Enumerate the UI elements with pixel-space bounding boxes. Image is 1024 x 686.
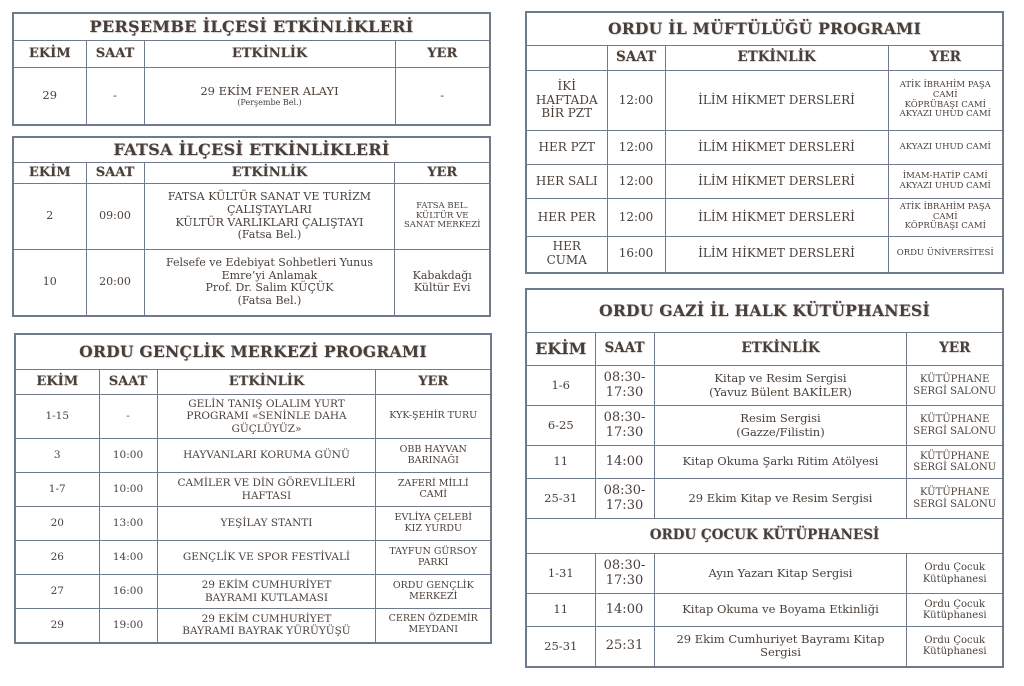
cell-saat bbox=[595, 554, 654, 594]
cell-ekim-line: 6-25 bbox=[547, 417, 574, 432]
table-row bbox=[15, 439, 491, 473]
cell-gun bbox=[526, 71, 607, 131]
cell-ekim bbox=[526, 627, 595, 667]
column-header-etkinlik: ETKİNLİK bbox=[157, 370, 376, 395]
cell-ekim bbox=[15, 395, 99, 439]
cell-saat-line: 19:00 bbox=[112, 619, 144, 632]
cell-ekim: 29 bbox=[13, 68, 86, 126]
cell-saat bbox=[607, 237, 665, 273]
cell-ekim-line: 27 bbox=[50, 585, 64, 598]
cell-ekim-line: 25-31 bbox=[544, 638, 578, 653]
table-row bbox=[15, 541, 491, 575]
cell-ekim bbox=[15, 575, 99, 609]
cell-etkinlik-line: İLİM HİKMET DERSLERİ bbox=[698, 139, 855, 154]
column-header-ekim: EKİM bbox=[15, 370, 99, 395]
cell-ekim bbox=[13, 250, 86, 316]
cell-yer-line: KÜLTÜR VE bbox=[416, 210, 469, 221]
cell-gun-line: HER PER bbox=[537, 209, 596, 224]
cell-saat bbox=[595, 446, 654, 479]
cell-gun bbox=[526, 199, 607, 237]
cell-yer-line: MERKEZİ bbox=[409, 590, 458, 602]
cell-etkinlik bbox=[665, 71, 888, 131]
cell-etkinlik-line: BAYRAMI KUTLAMASI bbox=[204, 591, 329, 604]
cell-yer-line: SERGİ SALONU bbox=[913, 425, 997, 437]
cell-ekim-line: 29 bbox=[50, 619, 64, 632]
cell-etkinlik-line: GENÇLİK VE SPOR FESTİVALİ bbox=[182, 551, 351, 564]
persembe-events-table bbox=[12, 12, 491, 126]
table-row bbox=[526, 627, 1003, 667]
fatsa-events-panel bbox=[12, 136, 491, 317]
cell-yer bbox=[907, 627, 1003, 667]
cell-saat bbox=[607, 199, 665, 237]
cell-gun-line: İKİ bbox=[557, 78, 576, 93]
cell-saat-line: 13:00 bbox=[112, 517, 144, 530]
cell-yer-line: Ordu Çocuk bbox=[924, 634, 986, 646]
table-row bbox=[526, 71, 1003, 131]
genclik-merkezi-table bbox=[14, 333, 492, 644]
cell-yer bbox=[376, 473, 491, 507]
cell-yer bbox=[888, 165, 1003, 199]
cell-saat bbox=[607, 165, 665, 199]
column-header-etkinlik: ETKİNLİK bbox=[144, 163, 395, 184]
cell-etkinlik bbox=[654, 479, 907, 519]
cell-ekim bbox=[526, 366, 595, 406]
cell-etkinlik bbox=[144, 250, 395, 316]
table-title: ORDU İL MÜFTÜLÜĞÜ PROGRAMI bbox=[526, 12, 1003, 46]
cell-ekim bbox=[15, 507, 99, 541]
cell-etkinlik bbox=[157, 541, 376, 575]
cell-yer bbox=[888, 237, 1003, 273]
table-row bbox=[526, 366, 1003, 406]
cell-yer-line: CEREN ÖZDEMİR bbox=[388, 613, 478, 625]
cell-etkinlik-line: HAFTASI bbox=[241, 489, 292, 502]
cell-ekim-line: 1-7 bbox=[48, 483, 66, 496]
fatsa-rows bbox=[13, 184, 490, 316]
table-title: PERŞEMBE İLÇESİ ETKİNLİKLERİ bbox=[13, 13, 490, 41]
cell-yer-line: KÖPRÜBAŞI CAMİ bbox=[904, 99, 986, 110]
cell-saat-line: 12:00 bbox=[618, 173, 654, 188]
column-header-saat: SAAT bbox=[595, 333, 654, 366]
cell-etkinlik-line: Kitap Okuma ve Boyama Etkinliği bbox=[682, 602, 879, 617]
table-row bbox=[526, 406, 1003, 446]
cell-gun bbox=[526, 131, 607, 165]
cell-yer bbox=[395, 250, 490, 316]
cell-yer-line: CAMİ bbox=[932, 211, 958, 222]
cell-saat bbox=[595, 594, 654, 627]
cell-etkinlik-line: Prof. Dr. Salim KÜÇÜK bbox=[205, 281, 334, 295]
cell-yer bbox=[907, 406, 1003, 446]
column-header-etkinlik: ETKİNLİK bbox=[144, 41, 395, 68]
cell-gun-line: HER bbox=[552, 239, 581, 254]
cell-ekim bbox=[15, 473, 99, 507]
table-row bbox=[526, 446, 1003, 479]
cell-saat-line: 16:00 bbox=[112, 585, 144, 598]
table-row bbox=[15, 575, 491, 609]
cell-etkinlik bbox=[157, 609, 376, 643]
cell-ekim-line: 2 bbox=[46, 209, 54, 223]
cell-ekim bbox=[526, 446, 595, 479]
cell-yer bbox=[376, 395, 491, 439]
cell-yer-line: ATİK İBRAHİM PAŞA bbox=[899, 79, 991, 90]
cell-yer bbox=[376, 575, 491, 609]
halk-kutuphanesi-rows bbox=[526, 366, 1003, 519]
column-header-saat: SAAT bbox=[99, 370, 157, 395]
cell-yer-line: AKYAZI UHUD CAMİ bbox=[899, 180, 991, 191]
cell-yer-line: CAMİ bbox=[932, 89, 958, 100]
table-row bbox=[15, 473, 491, 507]
column-header-yer: YER bbox=[395, 41, 490, 68]
cell-yer-line: KIZ YURDU bbox=[404, 522, 462, 534]
cell-etkinlik-line: (Fatsa Bel.) bbox=[237, 228, 302, 242]
cell-yer-line: PARKI bbox=[418, 556, 449, 568]
table-row bbox=[526, 237, 1003, 273]
cell-saat-line: 08:30- bbox=[603, 483, 646, 499]
section-title: ORDU ÇOCUK KÜTÜPHANESİ bbox=[526, 519, 1003, 554]
cell-etkinlik-line: Ayın Yazarı Kitap Sergisi bbox=[708, 565, 853, 580]
event-organizer: (Perşembe Bel.) bbox=[237, 98, 302, 108]
cell-saat-line: 17:30 bbox=[605, 424, 644, 440]
cell-saat-line: 12:00 bbox=[618, 92, 654, 107]
cell-etkinlik bbox=[665, 131, 888, 165]
muftuluk-panel bbox=[525, 11, 1004, 274]
cell-saat bbox=[99, 575, 157, 609]
cell-etkinlik-line: İLİM HİKMET DERSLERİ bbox=[698, 246, 855, 261]
cell-ekim bbox=[15, 609, 99, 643]
cell-etkinlik-line: PROGRAMI «SENİNLE DAHA bbox=[186, 410, 347, 423]
cell-ekim-line: 20 bbox=[50, 517, 64, 530]
cell-ekim-line: 25-31 bbox=[544, 490, 578, 505]
cell-gun-line: BİR PZT bbox=[541, 106, 593, 121]
cell-saat-line: 12:00 bbox=[618, 209, 654, 224]
cell-saat-line: 12:00 bbox=[618, 139, 654, 154]
cell-yer-line: AKYAZI UHUD CAMİ bbox=[899, 141, 991, 152]
cell-ekim-line: 1-6 bbox=[551, 377, 571, 392]
cell-yer-line: KÜTÜPHANE bbox=[920, 374, 990, 385]
table-title: FATSA İLÇESİ ETKİNLİKLERİ bbox=[13, 137, 490, 163]
cell-etkinlik bbox=[654, 627, 907, 667]
cell-yer-line: BARINAĞI bbox=[407, 454, 459, 466]
cell-saat bbox=[99, 541, 157, 575]
cell-yer-line: SERGİ SALONU bbox=[913, 498, 997, 510]
cell-etkinlik bbox=[665, 237, 888, 273]
cell-saat bbox=[99, 395, 157, 439]
table-row bbox=[526, 199, 1003, 237]
cell-ekim-line: 11 bbox=[553, 454, 569, 469]
cell-saat: - bbox=[86, 68, 144, 126]
table-row bbox=[526, 479, 1003, 519]
cell-etkinlik bbox=[144, 68, 395, 126]
cell-yer: - bbox=[395, 68, 490, 126]
table-row bbox=[13, 184, 490, 250]
cell-saat-line: 16:00 bbox=[618, 246, 654, 261]
cell-yer-line: Kabakdağı bbox=[412, 268, 472, 282]
cell-saat-line: 17:30 bbox=[605, 384, 644, 400]
column-header-etkinlik: ETKİNLİK bbox=[665, 46, 888, 71]
persembe-events-panel bbox=[12, 12, 491, 126]
cell-yer-line: OBB HAYVAN bbox=[399, 443, 467, 455]
cell-etkinlik bbox=[157, 575, 376, 609]
column-header-ekim: EKİM bbox=[13, 163, 86, 184]
cell-gun bbox=[526, 237, 607, 273]
cell-etkinlik-line: Felsefe ve Edebiyat Sohbetleri Yunus bbox=[165, 255, 373, 269]
cell-saat bbox=[99, 473, 157, 507]
cell-etkinlik bbox=[654, 406, 907, 446]
muftuluk-rows bbox=[526, 71, 1003, 273]
cell-etkinlik-line: 29 Ekim Kitap ve Resim Sergisi bbox=[688, 490, 873, 505]
cell-ekim-line: 1-15 bbox=[45, 410, 70, 423]
cell-yer-line: Kütüphanesi bbox=[922, 573, 987, 585]
table-row bbox=[526, 554, 1003, 594]
cell-etkinlik-line: (Yavuz Bülent BAKİLER) bbox=[709, 384, 852, 399]
cell-ekim bbox=[13, 184, 86, 250]
cell-etkinlik-line: HAYVANLARI KORUMA GÜNÜ bbox=[183, 449, 350, 462]
cell-yer bbox=[888, 199, 1003, 237]
table-row bbox=[526, 165, 1003, 199]
cell-yer-line: FATSA BEL. bbox=[416, 200, 469, 211]
cell-yer-line: SANAT MERKEZİ bbox=[403, 220, 481, 231]
cell-ekim-line: 11 bbox=[553, 602, 569, 617]
cell-etkinlik bbox=[157, 473, 376, 507]
cell-yer bbox=[376, 541, 491, 575]
cell-yer-line: İMAM-HATİP CAMİ bbox=[902, 170, 988, 181]
cell-saat-line: 08:30- bbox=[603, 410, 646, 426]
cell-yer-line: TAYFUN GÜRSOY bbox=[389, 545, 478, 557]
cell-gun-line: HER SALI bbox=[535, 173, 598, 188]
cell-saat bbox=[595, 366, 654, 406]
cell-ekim bbox=[526, 406, 595, 446]
cell-yer bbox=[907, 446, 1003, 479]
cell-etkinlik-line: FATSA KÜLTÜR SANAT VE TURİZM bbox=[167, 190, 372, 204]
table-row bbox=[13, 250, 490, 316]
cell-saat bbox=[86, 184, 144, 250]
cell-etkinlik bbox=[157, 507, 376, 541]
cell-yer-line: EVLİYA ÇELEBİ bbox=[394, 511, 472, 523]
cell-etkinlik-line: Resim Sergisi bbox=[740, 411, 821, 426]
cell-saat-line: 08:30- bbox=[603, 558, 646, 574]
table-row bbox=[15, 609, 491, 643]
table-row bbox=[13, 68, 490, 126]
cell-saat-line: 17:30 bbox=[605, 572, 644, 588]
library-panel bbox=[525, 288, 1004, 668]
cell-yer-line: KÜTÜPHANE bbox=[920, 487, 990, 498]
cell-saat bbox=[595, 627, 654, 667]
cell-yer-line: KYK-ŞEHİR TURU bbox=[389, 410, 478, 422]
cell-etkinlik-line: 29 EKİM CUMHURİYET bbox=[201, 613, 332, 626]
cell-etkinlik bbox=[157, 439, 376, 473]
cell-yer bbox=[888, 71, 1003, 131]
column-header-gun bbox=[526, 46, 607, 71]
event-title: 29 EKİM FENER ALAYI bbox=[200, 83, 339, 98]
cell-saat-line: 10:00 bbox=[112, 483, 144, 496]
table-row bbox=[15, 507, 491, 541]
cell-saat bbox=[99, 507, 157, 541]
cell-ekim bbox=[526, 594, 595, 627]
cell-etkinlik bbox=[654, 554, 907, 594]
cell-saat-line: 08:30- bbox=[603, 370, 646, 386]
cell-etkinlik-line: GÜÇLÜYÜZ» bbox=[231, 422, 302, 435]
cell-etkinlik-line: Kitap ve Resim Sergisi bbox=[714, 371, 847, 386]
cell-yer bbox=[907, 479, 1003, 519]
muftuluk-table bbox=[525, 11, 1004, 274]
cell-saat bbox=[607, 71, 665, 131]
cell-saat-line: 20:00 bbox=[99, 274, 131, 288]
cell-yer-line: ORDU ÜNİVERSİTESİ bbox=[896, 248, 994, 259]
cell-gun-line: HAFTADA bbox=[535, 92, 598, 107]
cell-yer-line: Ordu Çocuk bbox=[924, 598, 986, 610]
cell-etkinlik-line: İLİM HİKMET DERSLERİ bbox=[698, 209, 855, 224]
cell-etkinlik-line: 29 Ekim Cumhuriyet Bayramı Kitap bbox=[676, 632, 885, 647]
cell-saat-line: 14:00 bbox=[605, 601, 644, 617]
cell-yer-line: KÜTÜPHANE bbox=[920, 450, 990, 462]
cell-yer bbox=[376, 609, 491, 643]
cell-saat-line: 14:00 bbox=[112, 551, 144, 564]
cell-yer bbox=[907, 554, 1003, 594]
cell-etkinlik-line: (Fatsa Bel.) bbox=[237, 293, 302, 307]
cell-etkinlik-line: Kitap Okuma Şarkı Ritim Atölyesi bbox=[682, 454, 879, 469]
column-header-ekim: EKİM bbox=[526, 333, 595, 366]
cell-gun-line: CUMA bbox=[546, 253, 587, 268]
cell-yer-line: ZAFERİ MİLLİ bbox=[397, 477, 469, 489]
cell-saat-line: 09:00 bbox=[99, 209, 131, 223]
cell-saat bbox=[595, 479, 654, 519]
cell-ekim bbox=[15, 541, 99, 575]
column-header-yer: YER bbox=[395, 163, 490, 184]
table-row bbox=[526, 131, 1003, 165]
cell-yer-line: SERGİ SALONU bbox=[913, 462, 997, 473]
cell-gun bbox=[526, 165, 607, 199]
cell-ekim-line: 1-31 bbox=[547, 565, 574, 580]
cell-yer-line: ORDU GENÇLİK bbox=[392, 579, 474, 591]
cell-saat-line: - bbox=[126, 410, 130, 423]
genclik-merkezi-panel bbox=[14, 333, 492, 644]
cell-etkinlik-line: KÜLTÜR VARLIKLARI ÇALIŞTAYI bbox=[175, 215, 364, 229]
cell-yer bbox=[376, 507, 491, 541]
fatsa-events-table bbox=[12, 136, 491, 317]
cell-saat bbox=[99, 439, 157, 473]
cell-ekim bbox=[15, 439, 99, 473]
cell-etkinlik-line: ÇALIŞTAYLARI bbox=[227, 202, 312, 216]
table-row bbox=[15, 395, 491, 439]
cell-etkinlik-line: GELİN TANIŞ OLALIM YURT bbox=[188, 398, 345, 411]
library-table bbox=[525, 288, 1004, 668]
cell-etkinlik-line: CAMİLER VE DİN GÖREVLİLERİ bbox=[177, 477, 356, 490]
cell-saat bbox=[99, 609, 157, 643]
cell-yer bbox=[395, 184, 490, 250]
cell-etkinlik bbox=[157, 395, 376, 439]
cell-yer bbox=[888, 131, 1003, 165]
cell-yer-line: SERGİ SALONU bbox=[913, 385, 997, 397]
column-header-yer: YER bbox=[888, 46, 1003, 71]
cell-etkinlik-line: İLİM HİKMET DERSLERİ bbox=[698, 173, 855, 188]
column-header-yer: YER bbox=[907, 333, 1003, 366]
cell-etkinlik-line: (Gazze/Filistin) bbox=[736, 424, 825, 439]
cell-gun-line: HER PZT bbox=[538, 139, 595, 154]
cell-yer-line: KÖPRÜBAŞI CAMİ bbox=[904, 221, 986, 232]
cell-etkinlik-line: İLİM HİKMET DERSLERİ bbox=[698, 92, 855, 107]
cell-saat bbox=[86, 250, 144, 316]
cell-yer-line: Kültür Evi bbox=[413, 281, 471, 295]
column-header-saat: SAAT bbox=[86, 163, 144, 184]
cell-yer-line: Kütüphanesi bbox=[922, 610, 987, 621]
cell-ekim bbox=[526, 479, 595, 519]
cell-saat bbox=[607, 131, 665, 165]
cell-etkinlik-line: YEŞİLAY STANTI bbox=[220, 517, 313, 530]
cell-yer-line: MEYDANI bbox=[408, 624, 458, 636]
cell-etkinlik-line: BAYRAMI BAYRAK YÜRÜYÜŞÜ bbox=[182, 625, 351, 638]
cell-ekim bbox=[526, 554, 595, 594]
cell-etkinlik bbox=[654, 446, 907, 479]
cell-etkinlik bbox=[665, 165, 888, 199]
column-header-ekim: EKİM bbox=[13, 41, 86, 68]
cocuk-kutuphanesi-rows bbox=[526, 554, 1003, 667]
cell-ekim-line: 3 bbox=[53, 449, 61, 462]
cell-etkinlik bbox=[144, 184, 395, 250]
column-header-saat: SAAT bbox=[86, 41, 144, 68]
table-title: ORDU GAZİ İL HALK KÜTÜPHANESİ bbox=[526, 289, 1003, 333]
cell-saat-line: 17:30 bbox=[605, 497, 644, 513]
column-header-etkinlik: ETKİNLİK bbox=[654, 333, 907, 366]
table-title: ORDU GENÇLİK MERKEZİ PROGRAMI bbox=[15, 334, 491, 370]
cell-yer bbox=[376, 439, 491, 473]
column-header-yer: YER bbox=[376, 370, 491, 395]
cell-saat-line: 25:31 bbox=[605, 638, 644, 654]
cell-yer-line: Ordu Çocuk bbox=[924, 562, 986, 573]
cell-etkinlik-line: Emre’yi Anlamak bbox=[221, 268, 318, 282]
cell-etkinlik-line: Sergisi bbox=[760, 645, 801, 660]
cell-saat bbox=[595, 406, 654, 446]
cell-ekim-line: 10 bbox=[42, 274, 57, 288]
cell-yer bbox=[907, 594, 1003, 627]
cell-yer bbox=[907, 366, 1003, 406]
cell-yer-line: AKYAZI UHUD CAMİ bbox=[899, 109, 991, 120]
table-row bbox=[526, 594, 1003, 627]
cell-saat-line: 14:00 bbox=[605, 453, 644, 469]
cell-ekim-line: 26 bbox=[50, 551, 64, 564]
genclik-rows bbox=[15, 395, 491, 643]
cell-etkinlik bbox=[654, 594, 907, 627]
cell-etkinlik bbox=[654, 366, 907, 406]
cell-saat-line: 10:00 bbox=[112, 449, 144, 462]
cell-etkinlik bbox=[665, 199, 888, 237]
cell-yer-line: CAMİ bbox=[419, 488, 448, 500]
cell-yer-line: ATİK İBRAHİM PAŞA bbox=[899, 201, 991, 212]
cell-etkinlik-line: 29 EKİM CUMHURİYET bbox=[201, 579, 332, 592]
cell-yer-line: KÜTÜPHANE bbox=[920, 414, 990, 425]
column-header-saat: SAAT bbox=[607, 46, 665, 71]
cell-yer-line: Kütüphanesi bbox=[922, 646, 987, 658]
